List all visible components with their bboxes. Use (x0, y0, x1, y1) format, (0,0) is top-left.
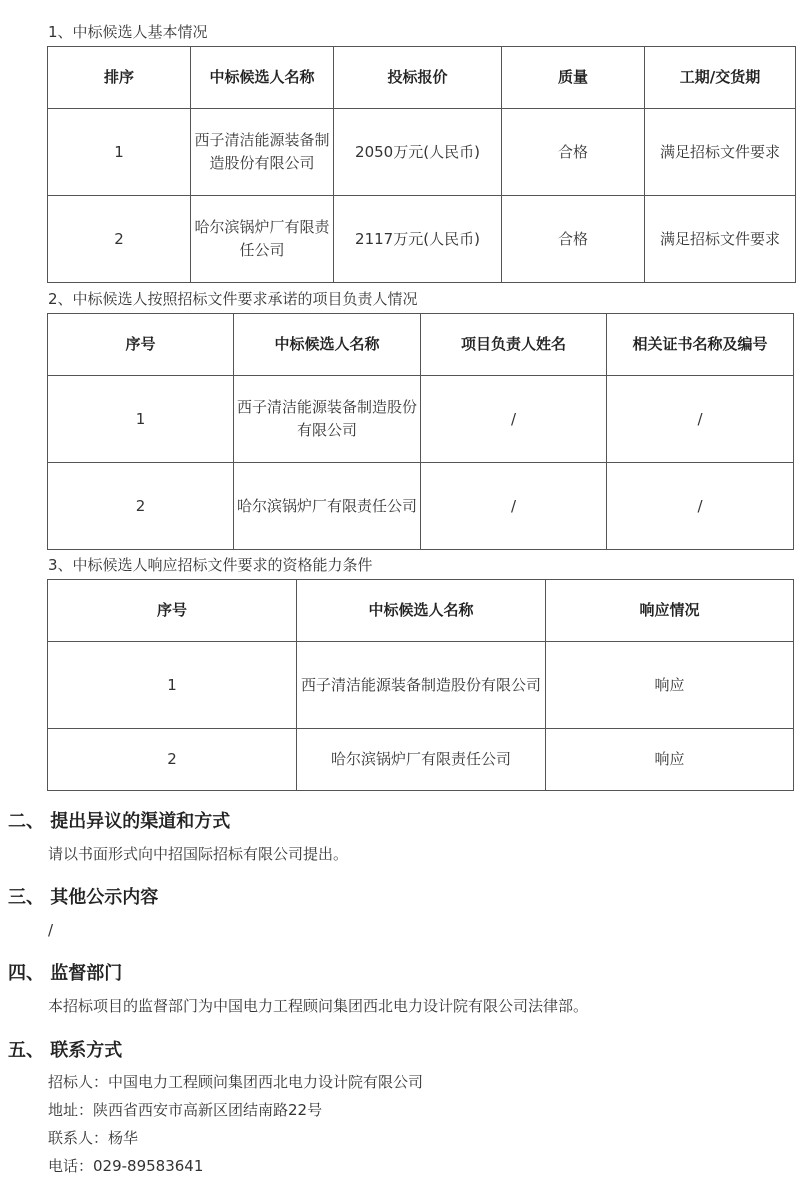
table-row (48, 196, 796, 283)
contact-heading: 五、 联系方式 (8, 1040, 123, 1061)
table-row (48, 642, 794, 729)
index-cell: 2 (48, 463, 234, 550)
table-header-row (48, 47, 796, 109)
delivery-cell: 满足招标文件要求 (645, 196, 796, 283)
qualification-table (47, 579, 794, 791)
table-header-row (48, 314, 794, 376)
header-cell: 排序 (48, 47, 191, 109)
candidate-basic-table (47, 46, 796, 283)
leader-name-cell: / (421, 376, 607, 463)
objection-heading: 二、 提出异议的渠道和方式 (8, 811, 231, 832)
project-leader-table (47, 313, 794, 550)
header-cell: 质量 (502, 47, 645, 109)
other-info-heading: 三、 其他公示内容 (8, 887, 159, 908)
candidate-name-cell: 西子清洁能源装备制造股份有限公司 (297, 642, 546, 729)
rank-cell: 1 (48, 109, 191, 196)
contact-person: 联系人：杨华 (48, 1129, 139, 1147)
response-cell: 响应 (546, 642, 794, 729)
candidate-name-cell: 西子清洁能源装备制造股份有限公司 (191, 109, 334, 196)
bid-price-cell: 2117万元(人民币) (334, 196, 502, 283)
supervision-text: 本招标项目的监督部门为中国电力工程顾问集团西北电力设计院有限公司法律部。 (48, 997, 589, 1015)
quality-cell: 合格 (502, 109, 645, 196)
contact-address: 地址：陕西省西安市高新区团结南路22号 (48, 1101, 323, 1119)
header-cell: 中标候选人名称 (234, 314, 421, 376)
header-cell: 投标报价 (334, 47, 502, 109)
bid-price-cell: 2050万元(人民币) (334, 109, 502, 196)
contact-tenderer: 招标人：中国电力工程顾问集团西北电力设计院有限公司 (48, 1073, 424, 1091)
header-cell: 中标候选人名称 (297, 580, 546, 642)
table-header-row (48, 580, 794, 642)
delivery-cell: 满足招标文件要求 (645, 109, 796, 196)
table-row (48, 463, 794, 550)
other-info-text: / (48, 921, 54, 939)
index-cell: 1 (48, 642, 297, 729)
index-cell: 2 (48, 729, 297, 791)
quality-cell: 合格 (502, 196, 645, 283)
index-cell: 1 (48, 376, 234, 463)
table-row (48, 729, 794, 791)
certificate-cell: / (607, 463, 794, 550)
supervision-heading: 四、 监督部门 (8, 963, 123, 984)
header-cell: 中标候选人名称 (191, 47, 334, 109)
candidate-name-cell: 哈尔滨锅炉厂有限责任公司 (234, 463, 421, 550)
header-cell: 响应情况 (546, 580, 794, 642)
response-cell: 响应 (546, 729, 794, 791)
leader-name-cell: / (421, 463, 607, 550)
header-cell: 工期/交货期 (645, 47, 796, 109)
section2-title: 2、中标候选人按照招标文件要求承诺的项目负责人情况 (48, 290, 418, 308)
objection-text: 请以书面形式向中招国际招标有限公司提出。 (48, 845, 349, 863)
candidate-name-cell: 哈尔滨锅炉厂有限责任公司 (297, 729, 546, 791)
header-cell: 序号 (48, 314, 234, 376)
header-cell: 相关证书名称及编号 (607, 314, 794, 376)
table-row (48, 109, 796, 196)
candidate-name-cell: 西子清洁能源装备制造股份有限公司 (234, 376, 421, 463)
section1-title: 1、中标候选人基本情况 (48, 23, 208, 41)
header-cell: 序号 (48, 580, 297, 642)
rank-cell: 2 (48, 196, 191, 283)
contact-phone: 电话：029-89583641 (48, 1157, 204, 1175)
table-row (48, 376, 794, 463)
certificate-cell: / (607, 376, 794, 463)
header-cell: 项目负责人姓名 (421, 314, 607, 376)
section3-title: 3、中标候选人响应招标文件要求的资格能力条件 (48, 556, 373, 574)
candidate-name-cell: 哈尔滨锅炉厂有限责任公司 (191, 196, 334, 283)
